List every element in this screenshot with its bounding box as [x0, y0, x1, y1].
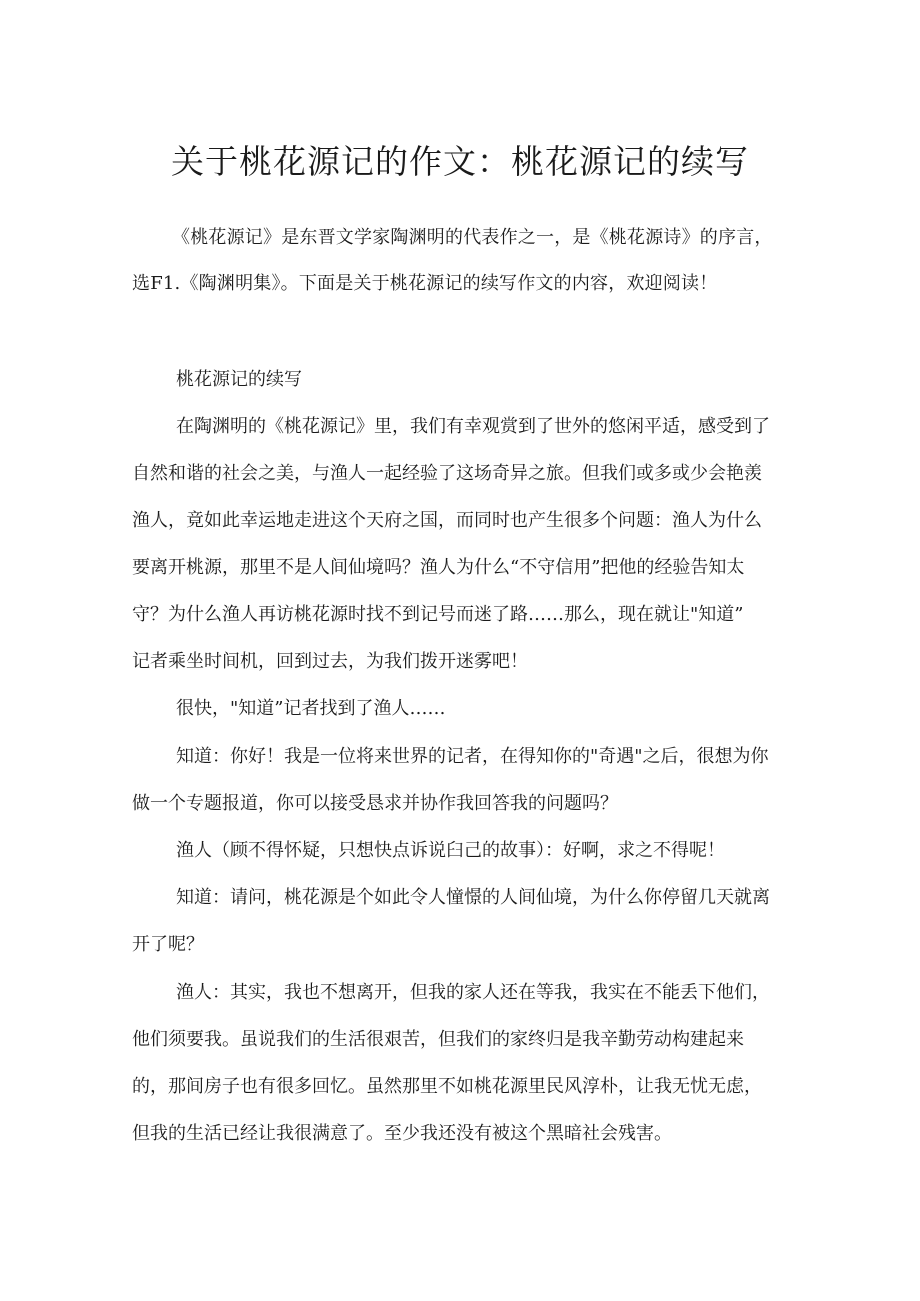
body-line: 记者乘坐时间机，回到过去，为我们拨开迷雾吧！ [132, 651, 528, 672]
body-line: 知道：请问，桃花源是个如此令人憧憬的人间仙境，为什么你停留几天就离 [176, 887, 770, 908]
body-line: 的，那间房子也有很多回忆。虽然那里不如桃花源里民风淳朴，让我无忧无虑， [132, 1076, 762, 1097]
body-line: 自然和谐的社会之美，与渔人一起经验了这场奇异之旅。但我们或多或少会艳羡 [132, 463, 762, 484]
body-line: 开了呢？ [132, 934, 204, 955]
document-title: 关于桃花源记的作文：桃花源记的续写 [171, 142, 749, 181]
body-line: 渔人：其实，我也不想离开，但我的家人还在等我，我实在不能丢下他们， [176, 982, 770, 1003]
body-line: 很快，"知道”记者找到了渔人…… [176, 698, 446, 719]
intro-line: 选F1.《陶渊明集》。下面是关于桃花源记的续写作文的内容，欢迎阅读！ [132, 273, 718, 294]
body-line: 守？为什么渔人再访桃花源时找不到记号而迷了路……那么，现在就让"知道” [132, 604, 744, 625]
body-line: 在陶渊明的《桃花源记》里，我们有幸观赏到了世外的悠闲平适，感受到了 [176, 416, 770, 437]
body-line: 做一个专题报道，你可以接受恳求并协作我回答我的问题吗？ [132, 793, 618, 814]
intro-line: 《桃花源记》是东晋文学家陶渊明的代表作之一，是《桃花源诗》的序言， [172, 227, 773, 248]
section-heading: 桃花源记的续写 [176, 369, 302, 390]
body-line: 但我的生活已经让我很满意了。至少我还没有被这个黑暗社会残害。 [132, 1123, 672, 1144]
body-line: 渔人，竟如此幸运地走进这个天府之国，而同时也产生很多个问题：渔人为什么 [132, 510, 762, 531]
body-line: 知道：你好！我是一位将来世界的记者，在得知你的"奇遇"之后，很想为你 [176, 746, 769, 767]
body-line: 要离开桃源，那里不是人间仙境吗？渔人为什么“不守信用”把他的经验告知太 [132, 557, 745, 578]
body-line: 他们须要我。虽说我们的生活很艰苦，但我们的家终归是我辛勤劳动构建起来 [132, 1029, 744, 1050]
body-line: 渔人（顾不得怀疑，只想快点诉说臼己的故事）：好啊，求之不得呢！ [176, 840, 725, 861]
